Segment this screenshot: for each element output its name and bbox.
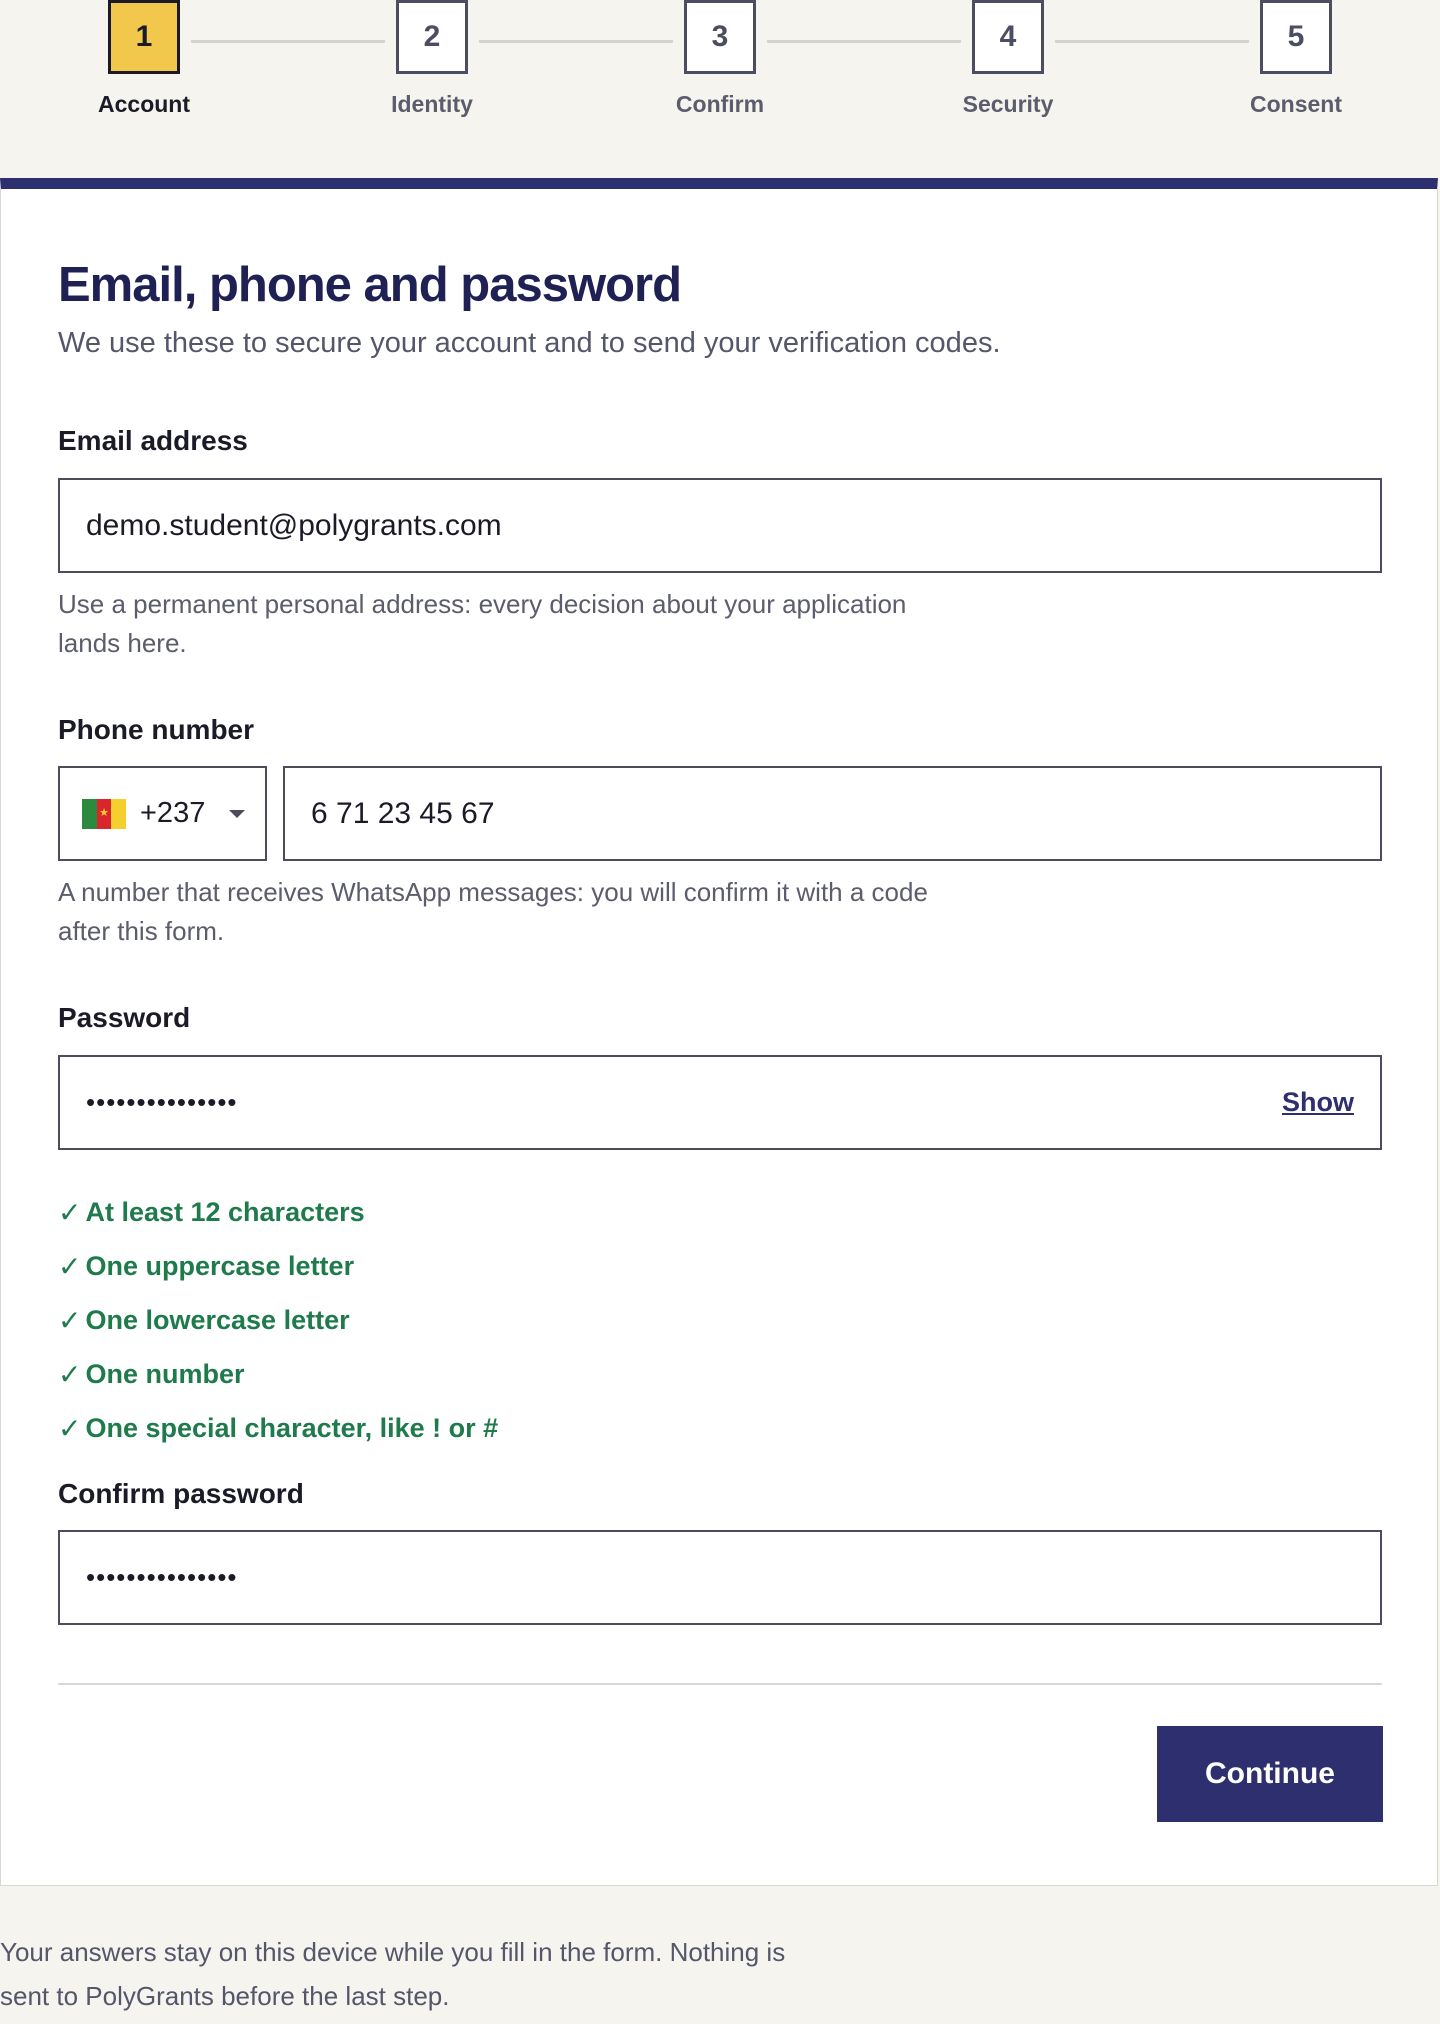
check-icon: ✓: [58, 1358, 82, 1390]
email-label: Email address: [58, 425, 248, 456]
step-number: 4: [972, 0, 1044, 74]
footer-note: Your answers stay on this device while you fill in the form. Nothing is sent to PolyGrants before the last step.: [0, 1937, 786, 2011]
requirement-item: [58, 1347, 498, 1401]
phone-value: 6 71 23 45 67: [311, 796, 495, 830]
requirement-text: One lowercase letter: [85, 1304, 350, 1335]
step-number: 5: [1260, 0, 1332, 74]
chevron-down-icon: [229, 810, 245, 818]
step-label: Account: [98, 91, 190, 117]
check-icon: ✓: [58, 1250, 82, 1282]
password-field[interactable]: [58, 1055, 1382, 1150]
phone-number-field[interactable]: [283, 766, 1382, 861]
step-number: 1: [108, 0, 180, 74]
confirm-password-field[interactable]: [58, 1530, 1382, 1625]
email-field[interactable]: [58, 478, 1382, 573]
requirement-item: [58, 1401, 498, 1455]
requirement-text: One special character, like ! or #: [85, 1412, 499, 1443]
step-number: 3: [684, 0, 756, 74]
confirm-password-value: •••••••••••••••: [86, 1562, 238, 1592]
phone-label: Phone number: [58, 714, 255, 745]
email-value: demo.student@polygrants.com: [86, 508, 502, 542]
step-label: Confirm: [675, 91, 765, 117]
step-consent: [1196, 0, 1396, 118]
step-label: Consent: [1250, 91, 1342, 117]
step-identity: [332, 0, 532, 118]
requirement-item: [58, 1185, 498, 1239]
check-icon: ✓: [58, 1304, 82, 1336]
requirement-text: One number: [85, 1358, 245, 1389]
form-card: [0, 178, 1438, 1886]
password-label: Password: [58, 1002, 191, 1033]
phone-hint: A number that receives WhatsApp messages: you will confirm it with a code after this form.: [58, 877, 928, 946]
requirement-text: At least 12 characters: [85, 1196, 365, 1227]
password-requirements: [58, 1185, 498, 1455]
continue-button[interactable]: Continue: [1157, 1726, 1383, 1822]
divider: [58, 1683, 1382, 1685]
check-icon: ✓: [58, 1196, 82, 1228]
step-security: [908, 0, 1108, 118]
requirement-text: One uppercase letter: [85, 1250, 355, 1281]
page-title: Email, phone and password: [58, 258, 682, 312]
show-password-button[interactable]: Show: [1282, 1087, 1354, 1117]
requirement-item: [58, 1239, 498, 1293]
step-number: 2: [396, 0, 468, 74]
step-label: Security: [962, 91, 1054, 117]
page-subtitle: We use these to secure your account and to send your verification codes.: [58, 327, 1001, 359]
check-icon: ✓: [58, 1412, 82, 1444]
step-label: Identity: [391, 91, 473, 117]
cameroon-flag-icon: ★: [82, 799, 126, 829]
country-code-select[interactable]: [58, 766, 267, 861]
requirement-item: [58, 1293, 498, 1347]
step-confirm: [620, 0, 820, 118]
password-value: •••••••••••••••: [86, 1087, 238, 1117]
step-account: [44, 0, 244, 118]
country-code: +237: [140, 797, 206, 829]
progress-stepper: [0, 0, 1440, 178]
confirm-password-label: Confirm password: [58, 1478, 304, 1509]
email-hint: Use a permanent personal address: every decision about your application lands here.: [58, 589, 907, 658]
